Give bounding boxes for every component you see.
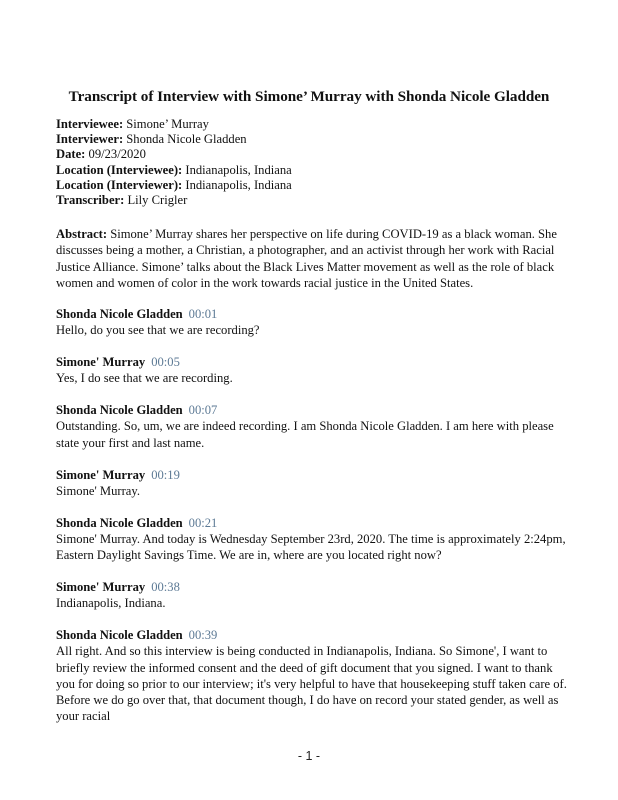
speaker-name: Simone' Murray (56, 467, 146, 482)
transcript-turn (56, 579, 572, 611)
meta-location-interviewee (56, 163, 292, 178)
timestamp: 00:05 (151, 355, 180, 370)
abstract (56, 226, 566, 291)
meta-date (56, 147, 292, 162)
transcript-turn (56, 402, 572, 450)
meta-value: 09/23/2020 (85, 147, 146, 162)
interview-metadata (56, 117, 292, 208)
meta-label: Transcriber: (56, 193, 125, 208)
page-number: - 1 - (297, 749, 321, 763)
meta-label: Date: (56, 147, 86, 162)
timestamp: 00:19 (151, 467, 180, 482)
speaker-name: Shonda Nicole Gladden (56, 307, 183, 321)
meta-interviewer (56, 132, 292, 147)
speaker-name: Simone' Murray (56, 580, 146, 595)
transcript-turn (56, 627, 572, 724)
utterance: Indianapolis, Indiana. (56, 596, 166, 611)
utterance: All right. And so this interview is being conducted in Indianapolis, Indiana. So Simone', I want to briefly review the informed consent and the deed of gift document that you signed. I want to thank you for doing so prior to our interview; it's very helpful to have that housekeeping stuff taken care of. Before we do go over that, that document though, I do have on record your stated gender, as well as your racial (56, 644, 567, 723)
meta-location-interviewer (56, 178, 292, 193)
timestamp: 00:07 (188, 403, 218, 418)
meta-value: Shonda Nicole Gladden (123, 132, 247, 147)
meta-transcriber (56, 193, 292, 208)
utterance: Simone' Murray. (56, 483, 140, 498)
meta-value: Simone’ Murray (123, 117, 209, 131)
transcript-turn (56, 354, 572, 386)
meta-label: Interviewee: (56, 117, 124, 131)
abstract-text: Simone’ Murray shares her perspective on life during COVID-19 as a black woman. She discusses being a mother, a Christian, a photographer, and an activist through her work with Racial Justice Alliance. Simone’ talks about the Black Lives Matter movement as well as the role of black women and women of color in the work towards racial justice in the United States. (56, 227, 557, 290)
meta-value: Indianapolis, Indiana (182, 177, 292, 192)
transcript-turn (56, 515, 572, 563)
meta-label: Location (Interviewee): (56, 162, 183, 177)
speaker-name: Shonda Nicole Gladden (56, 628, 183, 643)
meta-value: Lily Crigler (124, 193, 188, 208)
timestamp: 00:38 (151, 580, 180, 595)
speaker-name: Shonda Nicole Gladden (56, 403, 183, 418)
transcript-body (56, 306, 572, 740)
meta-value: Indianapolis, Indiana (182, 162, 292, 177)
meta-label: Location (Interviewer): (56, 177, 183, 192)
timestamp: 00:01 (188, 307, 218, 321)
transcript-turn (56, 467, 572, 499)
speaker-name: Simone' Murray (56, 355, 146, 370)
transcript-turn (56, 306, 572, 338)
timestamp: 00:39 (188, 628, 218, 643)
utterance: Yes, I do see that we are recording. (56, 371, 233, 386)
speaker-name: Shonda Nicole Gladden (56, 515, 183, 530)
utterance: Simone' Murray. And today is Wednesday September 23rd, 2020. The time is approximately 2:24pm, Eastern Daylight Savings Time. We are in, where are you located right now? (56, 531, 566, 563)
document-title: Transcript of Interview with Simone’ Murray with Shonda Nicole Gladden (68, 88, 550, 105)
utterance: Outstanding. So, um, we are indeed recording. I am Shonda Nicole Gladden. I am here with please state your first and last name. (56, 419, 554, 450)
utterance: Hello, do you see that we are recording? (56, 323, 260, 338)
meta-label: Interviewer: (56, 132, 124, 147)
timestamp: 00:21 (188, 515, 218, 530)
abstract-label: Abstract: (56, 227, 108, 241)
meta-interviewee (56, 117, 292, 132)
